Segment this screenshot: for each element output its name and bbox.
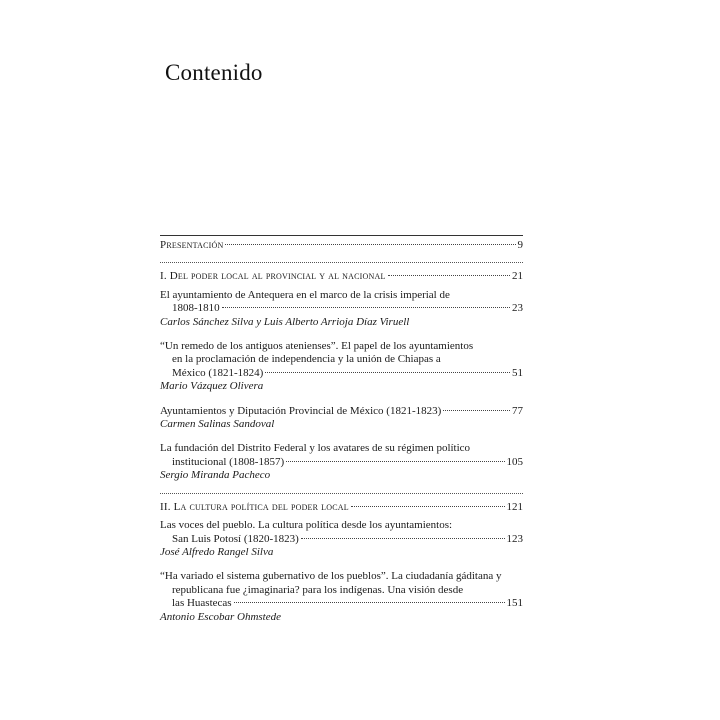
dot-leader: [388, 275, 510, 276]
entry-author: Sergio Miranda Pacheco: [160, 469, 271, 482]
entry-title-line: “Ha variado el sistema gubernativo de los pueblos”. La ciudadanía gáditana y: [160, 570, 502, 583]
toc-presentation[interactable]: [160, 239, 523, 252]
entry-title-last-line: [160, 405, 523, 418]
toc-entry[interactable]: [160, 570, 523, 624]
page-number: 23: [512, 302, 523, 315]
entry-title-end: las Huastecas: [172, 597, 232, 610]
page-title: Contenido: [165, 60, 263, 85]
toc-entry[interactable]: [160, 405, 523, 432]
entry-title-last-line: [160, 533, 523, 546]
dot-leader: [351, 506, 505, 507]
page-number: 21: [512, 270, 523, 283]
toc-label: Presentación: [160, 239, 224, 251]
entry-title-end: institucional (1808-1857): [172, 455, 285, 468]
dot-leader: [225, 244, 515, 245]
entry-title-last-line: [160, 302, 523, 315]
dot-leader: [222, 307, 510, 308]
entry-author: Carlos Sánchez Silva y Luis Alberto Arrioja Díaz Viruell: [160, 315, 410, 328]
page-number: 9: [517, 239, 523, 251]
entry-title-line: “Un remedo de los antiguos atenienses”. El papel de los ayuntamientos: [160, 340, 474, 353]
dot-leader: [301, 538, 505, 539]
toc-entry[interactable]: [160, 442, 523, 482]
entry-title-end: 1808-1810: [172, 302, 220, 315]
page-number: 77: [512, 404, 523, 417]
page-number: 151: [506, 597, 523, 610]
toc-entry[interactable]: [160, 519, 523, 559]
page-number: 121: [506, 500, 523, 513]
entry-title-line: La fundación del Distrito Federal y los avatares de su régimen político: [160, 442, 471, 455]
dot-leader: [286, 461, 504, 462]
section-divider: [160, 493, 523, 494]
entry-author: Carmen Salinas Sandoval: [160, 418, 275, 431]
entry-title-last-line: [160, 367, 523, 380]
entry-title-last-line: [160, 597, 523, 610]
table-of-contents: [160, 235, 523, 624]
entry-title-line: El ayuntamiento de Antequera en el marco de la crisis imperial de: [160, 288, 450, 301]
top-rule: [160, 235, 523, 236]
entry-author: Antonio Escobar Ohmstede: [160, 610, 281, 623]
page-number: 105: [506, 455, 523, 468]
dot-leader: [265, 372, 510, 373]
entry-title-end: Ayuntamientos y Diputación Provincial de México (1821-1823): [160, 404, 442, 417]
entry-title-line: republicana fue ¿imaginaria? para los indígenas. Una visión desde: [172, 583, 464, 596]
entry-author: Mario Vázquez Olivera: [160, 380, 264, 393]
entry-title-line: en la proclamación de independencia y la unión de Chiapas a: [172, 353, 441, 366]
section-divider: [160, 262, 523, 263]
entry-title-end: México (1821-1824): [172, 366, 264, 379]
entry-title-last-line: [160, 456, 523, 469]
entry-title-line: Las voces del pueblo. La cultura política desde los ayuntamientos:: [160, 519, 453, 532]
entry-author: José Alfredo Rangel Silva: [160, 545, 274, 558]
page-number: 51: [512, 366, 523, 379]
part-label: II. La cultura política del poder local: [160, 500, 349, 513]
dot-leader: [443, 410, 510, 411]
part-label: I. Del poder local al provincial y al nacional: [160, 270, 386, 283]
toc-entry[interactable]: [160, 340, 523, 394]
dot-leader: [234, 602, 505, 603]
page-number: 123: [506, 532, 523, 545]
toc-part-1[interactable]: [160, 270, 523, 283]
toc-entry[interactable]: [160, 289, 523, 329]
toc-part-2[interactable]: [160, 501, 523, 514]
entry-title-end: San Luis Potosí (1820-1823): [172, 532, 299, 545]
